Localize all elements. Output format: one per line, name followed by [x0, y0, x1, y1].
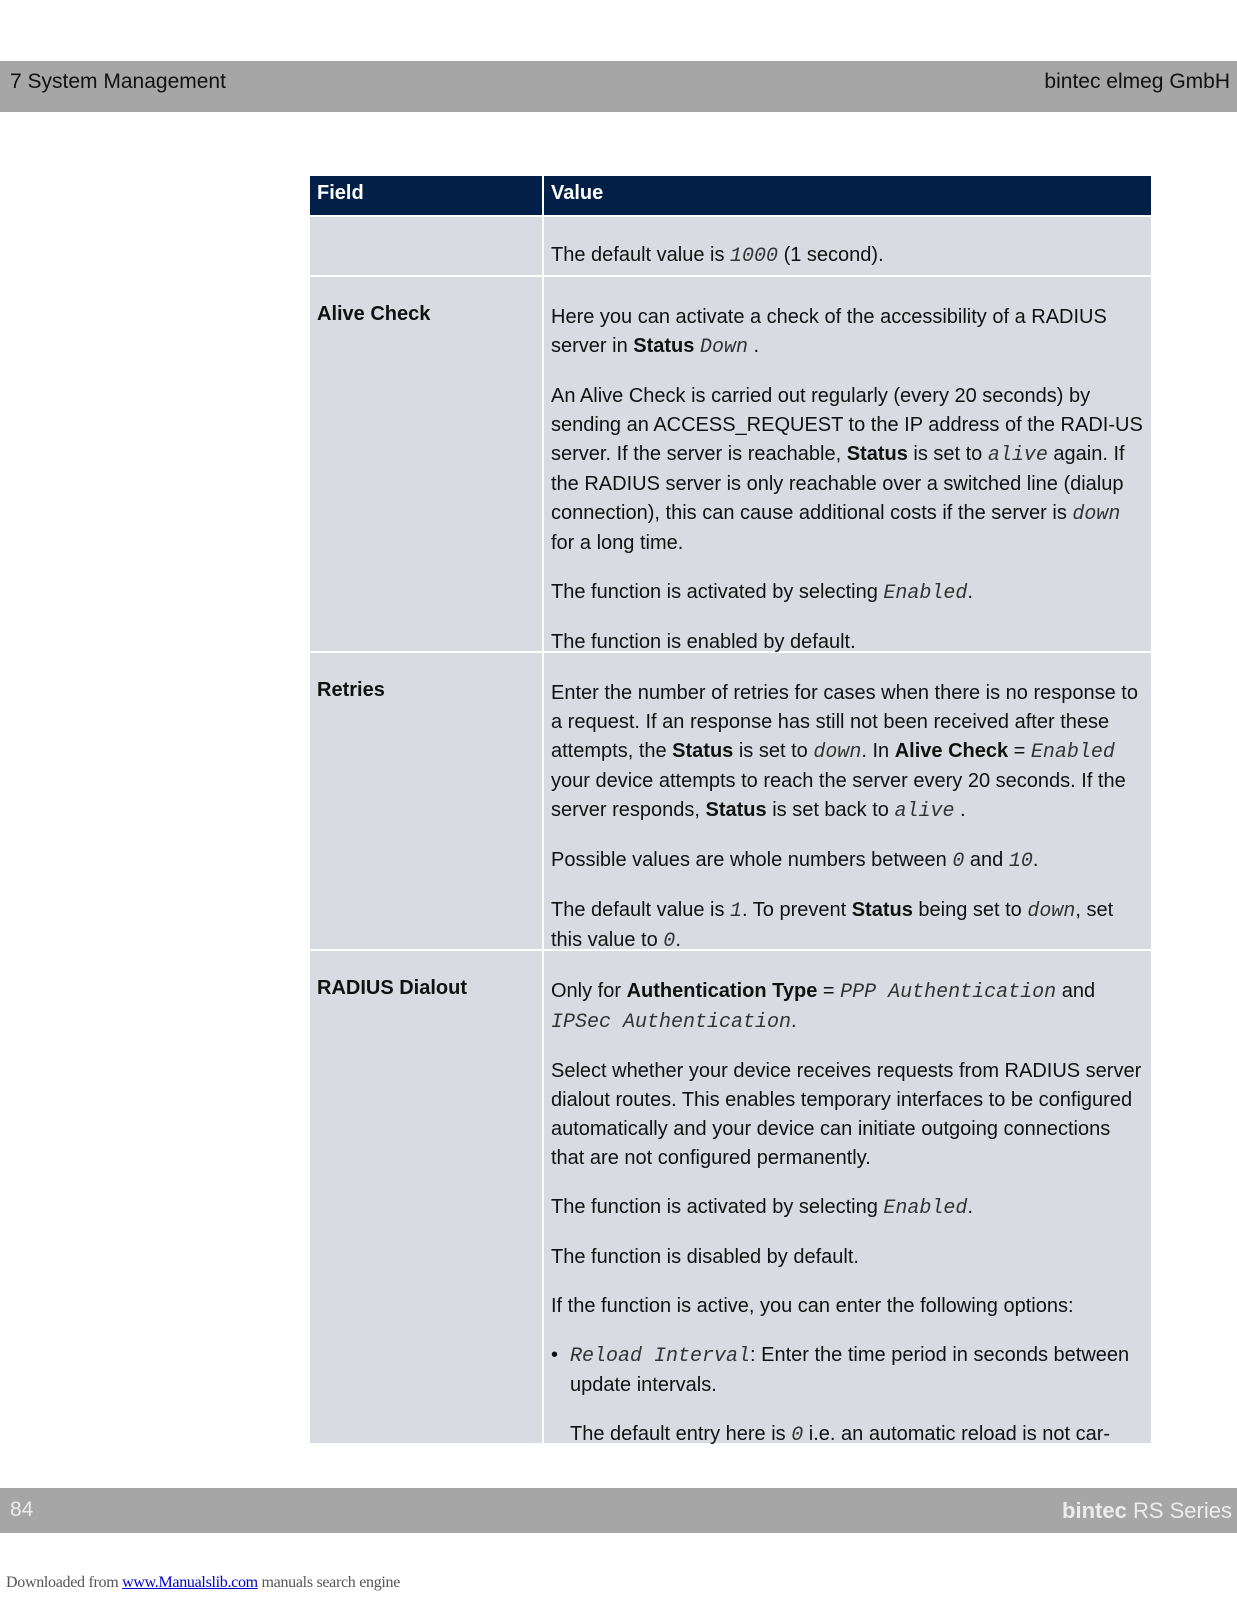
paragraph: Select whether your device receives requests from RADIUS server dialout routes. This enables temporary interfaces to be configured automatically and your device can initiate outgoing connections that are not configured permanently.: [551, 1060, 1142, 1169]
paragraph: The function is enabled by default.: [551, 631, 856, 653]
table-row: [310, 651, 1151, 953]
value-cell: [544, 653, 1151, 953]
bullet-icon: •: [551, 1344, 559, 1366]
manualslib-link[interactable]: www.Manualslib.com: [122, 1574, 258, 1591]
field-cell: [310, 217, 544, 275]
paragraph: Enter the number of retries for cases when there is no response to a request. If an response has still not been received after these attempts, the Status is set to down. In Alive Check = Enabled your device attempts to reach the server every 20 seconds. If the server responds, Status is set back to alive .: [551, 682, 1138, 823]
table-row: [310, 275, 1151, 651]
column-header-field: Field: [310, 176, 544, 215]
field-cell-retries: Retries: [310, 653, 544, 949]
field-cell-radius-dialout: RADIUS Dialout: [310, 951, 544, 1443]
list-item: • Reload Interval: Enter the time period in seconds between update intervals.: [551, 1341, 1145, 1400]
paragraph: An Alive Check is carried out regularly (every 20 seconds) by sending an ACCESS_REQUEST to the IP address of the RADI-US server. If the server is reachable, Status is set to alive again. If the RADIUS server is only reachable over a switched line (dialup connection), this can cause additional costs if the server is down for a long time.: [551, 385, 1143, 554]
table-row: [310, 215, 1151, 275]
download-note: Downloaded from www.Manualslib.com manuals search engine: [6, 1574, 401, 1591]
paragraph: If the function is active, you can enter the following options:: [551, 1295, 1074, 1317]
paragraph: The default entry here is 0 i.e. an automatic reload is not car-: [570, 1423, 1111, 1447]
company-name: bintec elmeg GmbH: [1044, 70, 1230, 93]
value-cell: [544, 277, 1151, 651]
footer-band: [0, 1488, 1237, 1533]
paragraph: Here you can activate a check of the accessibility of a RADIUS server in Status Down .: [551, 306, 1107, 359]
paragraph: The function is activated by selecting Enabled.: [551, 581, 973, 605]
page-number: 84: [10, 1498, 34, 1521]
table-row: [310, 949, 1151, 1447]
paragraph: The function is activated by selecting Enabled.: [551, 1196, 973, 1220]
table-header: [310, 176, 1151, 215]
value-cell: [544, 217, 1151, 275]
paragraph: The default value is 1. To prevent Status being set to down, set this value to 0.: [551, 899, 1114, 953]
field-cell-alive-check: Alive Check: [310, 277, 544, 651]
chapter-title: 7 System Management: [10, 70, 226, 93]
column-header-value: Value: [551, 182, 604, 204]
product-series: bintec RS Series: [1062, 1498, 1232, 1523]
value-cell: [544, 951, 1151, 1447]
paragraph: Possible values are whole numbers between 0 and 10.: [551, 849, 1039, 873]
paragraph: The function is disabled by default.: [551, 1246, 859, 1268]
paragraph: Only for Authentication Type = PPP Authentication and IPSec Authentication.: [551, 980, 1096, 1034]
paragraph: The default value is 1000 (1 second).: [551, 244, 884, 268]
field-value-table: [310, 176, 1151, 1447]
